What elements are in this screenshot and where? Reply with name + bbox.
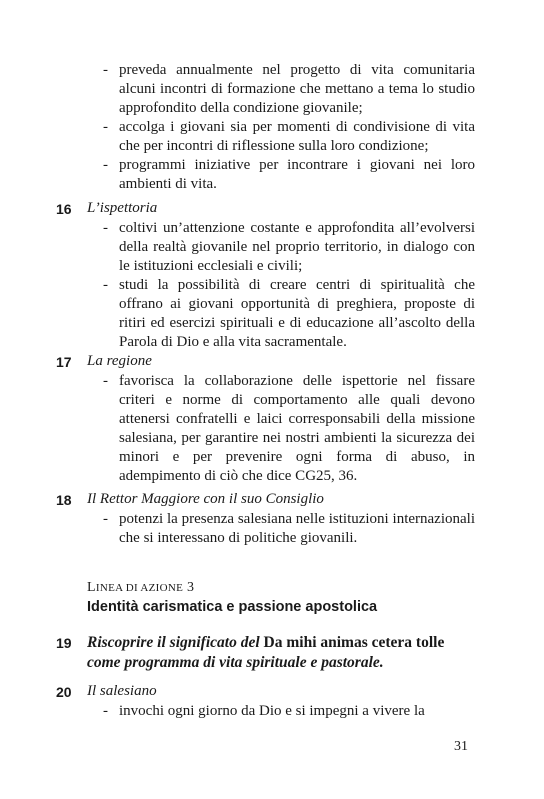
section-heading: Il salesiano (87, 683, 157, 699)
list-item-text: favorisca la collaborazione delle ispettorie nel fissare criteri e norme di comportamento alle quali devono attenersi confratelli e laici corresponsabili della missione salesiana, per garantire nei nostri ambienti la sicurezza dei minori e per prevenire ogni forma di abuso, in adempimento di ciò che dice CG25, 36. (119, 373, 475, 484)
list-item (103, 510, 475, 548)
bullet-dash: - (103, 157, 108, 173)
list-item-text: invochi ogni giorno da Dio e si impegni a vivere la (119, 703, 425, 719)
bullet-dash: - (103, 119, 108, 135)
bullet-dash: - (103, 511, 108, 527)
bullet-dash: - (103, 62, 108, 78)
linea-small-caps: INEA DI AZIONE (95, 582, 184, 594)
list-item-text: studi la possibilità di creare centri di spiritualità che offrano ai giovani opportunità di preghiera, proposte di ritiri ed esercizi spirituali e di educazione all’ascolto della Parola di Dio e alla vita sacramentale. (119, 277, 475, 350)
section-number: 16 (56, 201, 72, 217)
section-number: 20 (56, 684, 72, 700)
bullet-dash: - (103, 220, 108, 236)
list-item (103, 276, 475, 352)
section-19-part3: come programma di vita spirituale e pastorale. (87, 654, 384, 671)
section-heading: La regione (87, 353, 152, 369)
linea-title: Identità carismatica e passione apostolica (87, 599, 378, 615)
section-19-part2: Da mihi animas cetera tolle (263, 634, 445, 651)
list-item-text: accolga i giovani sia per momenti di condivisione di vita che per incontri di riflessione sulla loro condizione; (119, 119, 475, 154)
page-number: 31 (454, 739, 468, 754)
list-item-text: preveda annualmente nel progetto di vita comunitaria alcuni incontri di formazione che mettano a tema lo studio approfondito della condizione giovanile; (119, 62, 475, 116)
list-item (103, 372, 475, 486)
list-item (103, 219, 475, 276)
list-item-text: programmi iniziative per incontrare i giovani nei loro ambienti di vita. (119, 157, 475, 192)
list-item (103, 156, 475, 194)
bullet-dash: - (103, 373, 108, 389)
section-number: 19 (56, 635, 72, 651)
section-heading: L’ispettoria (87, 200, 158, 216)
linea-number: 3 (186, 580, 195, 595)
section-number: 17 (56, 354, 72, 370)
bullet-dash: - (103, 703, 108, 719)
section-19-text (87, 633, 475, 673)
section-heading: Il Rettor Maggiore con il suo Consiglio (87, 491, 324, 507)
linea-label (87, 578, 194, 598)
list-item (103, 118, 475, 156)
bullet-dash: - (103, 277, 108, 293)
linea-cap: L (87, 580, 96, 595)
section-number: 18 (56, 492, 72, 508)
section-19-part1: Riscoprire il significato del (87, 634, 260, 651)
list-item-text: potenzi la presenza salesiana nelle istituzioni internazionali che si interessano di politiche giovanili. (119, 511, 475, 546)
list-item (103, 702, 475, 721)
list-item-text: coltivi un’attenzione costante e approfondita all’evolversi della realtà giovanile nel proprio territorio, in dialogo con le istituzioni ecclesiali e civili; (119, 220, 475, 274)
list-item (103, 61, 475, 118)
